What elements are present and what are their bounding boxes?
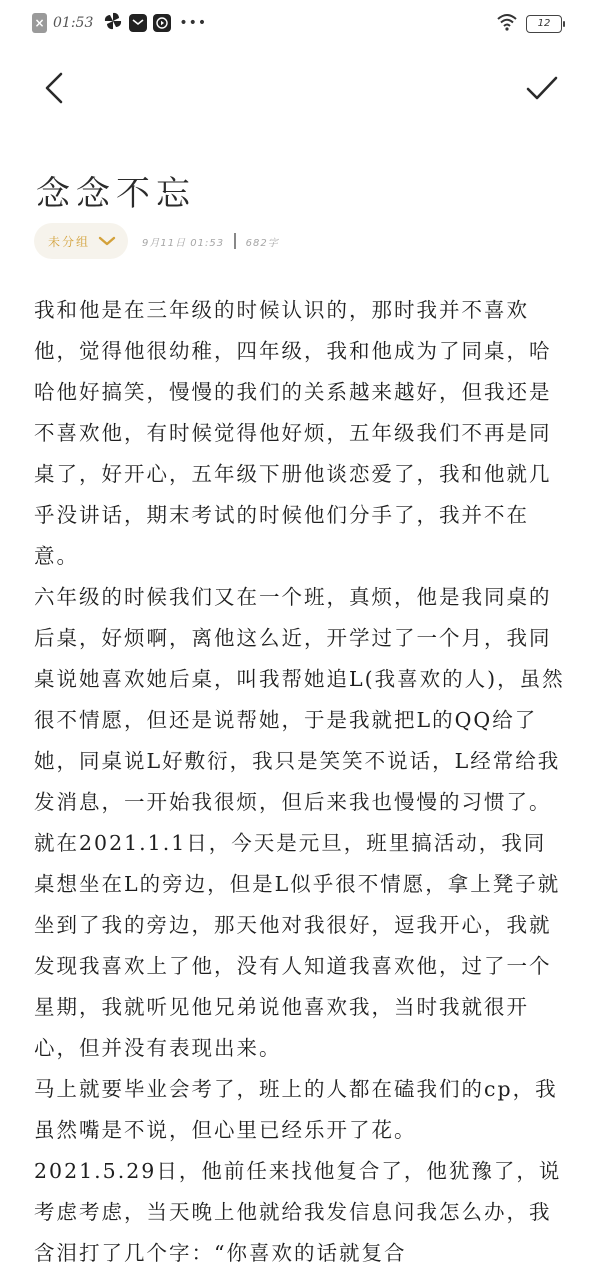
editor-toolbar xyxy=(0,60,596,116)
video-app-icon xyxy=(153,14,171,32)
paragraph: 马上就要毕业会考了，班上的人都在磕我们的cp，我虽然嘴是不说，但心里已经乐开了花。 xyxy=(34,1077,558,1142)
pinwheel-icon xyxy=(103,11,123,35)
bottom-fade xyxy=(0,1270,596,1280)
back-button[interactable] xyxy=(36,68,72,108)
chevron-left-icon xyxy=(43,71,65,105)
paragraph: 六年级的时候我们又在一个班，真烦，他是我同桌的后桌，好烦啊，离他这么近，开学过了一个月，我同桌说她喜欢她后桌，叫我帮她追L(我喜欢的人)，虽然很不情愿，但还是说帮她，于是我就把L的QQ给了她，同桌说L好敷衍，我只是笑笑不说话，L经常给我发消息，一开始我很烦，但后来我也慢慢的习惯了。 xyxy=(34,585,565,814)
meta-divider xyxy=(234,233,236,249)
paragraph: 我和他是在三年级的时候认识的，那时我并不喜欢他，觉得他很幼稚，四年级，我和他成为了同桌，哈哈他好搞笑，慢慢的我们的关系越来越好，但我还是不喜欢他，有时候觉得他好烦，五年级我们不再是同桌了，好开心，五年级下册他谈恋爱了，我和他就几乎没讲话，期末考试的时候他们分手了，我并不在意。 xyxy=(34,298,552,568)
battery-icon: 12 xyxy=(526,15,562,33)
done-button[interactable] xyxy=(522,68,562,108)
checkmark-icon xyxy=(525,74,559,102)
mail-app-icon xyxy=(129,14,147,32)
chevron-down-icon xyxy=(98,235,116,247)
word-count: 682字 xyxy=(245,237,279,249)
more-notifications-icon: ••• xyxy=(179,15,208,31)
paragraph: 2021.5.29日，他前任来找他复合了，他犹豫了，说考虑考虑，当天晚上他就给我发信息问我怎么办，我含泪打了几个字：“你喜欢的话就复合 xyxy=(34,1159,562,1265)
note-meta xyxy=(34,222,279,260)
note-body[interactable] xyxy=(34,290,566,1280)
paragraph: 就在2021.1.1日，今天是元旦，班里搞活动，我同桌想坐在L的旁边，但是L似乎很不情愿，拿上凳子就坐到了我的旁边，那天他对我很好，逗我开心，我就发现我喜欢上了他，没有人知道我喜欢他，过了一个星期，我就听见他兄弟说他喜欢我，当时我就很开心，但并没有表现出来。 xyxy=(34,831,561,1060)
status-bar xyxy=(0,0,596,46)
wifi-icon xyxy=(496,13,518,35)
status-bar-left xyxy=(32,12,207,34)
status-time: 01:53 xyxy=(53,15,94,31)
status-bar-right xyxy=(496,13,562,35)
category-label: 未分组 xyxy=(48,234,91,249)
note-date: 9月11日 01:53 xyxy=(142,237,225,249)
note-title[interactable]: 念念不忘 xyxy=(36,174,196,214)
close-notification-icon: × xyxy=(32,13,47,33)
category-dropdown[interactable] xyxy=(34,223,128,259)
